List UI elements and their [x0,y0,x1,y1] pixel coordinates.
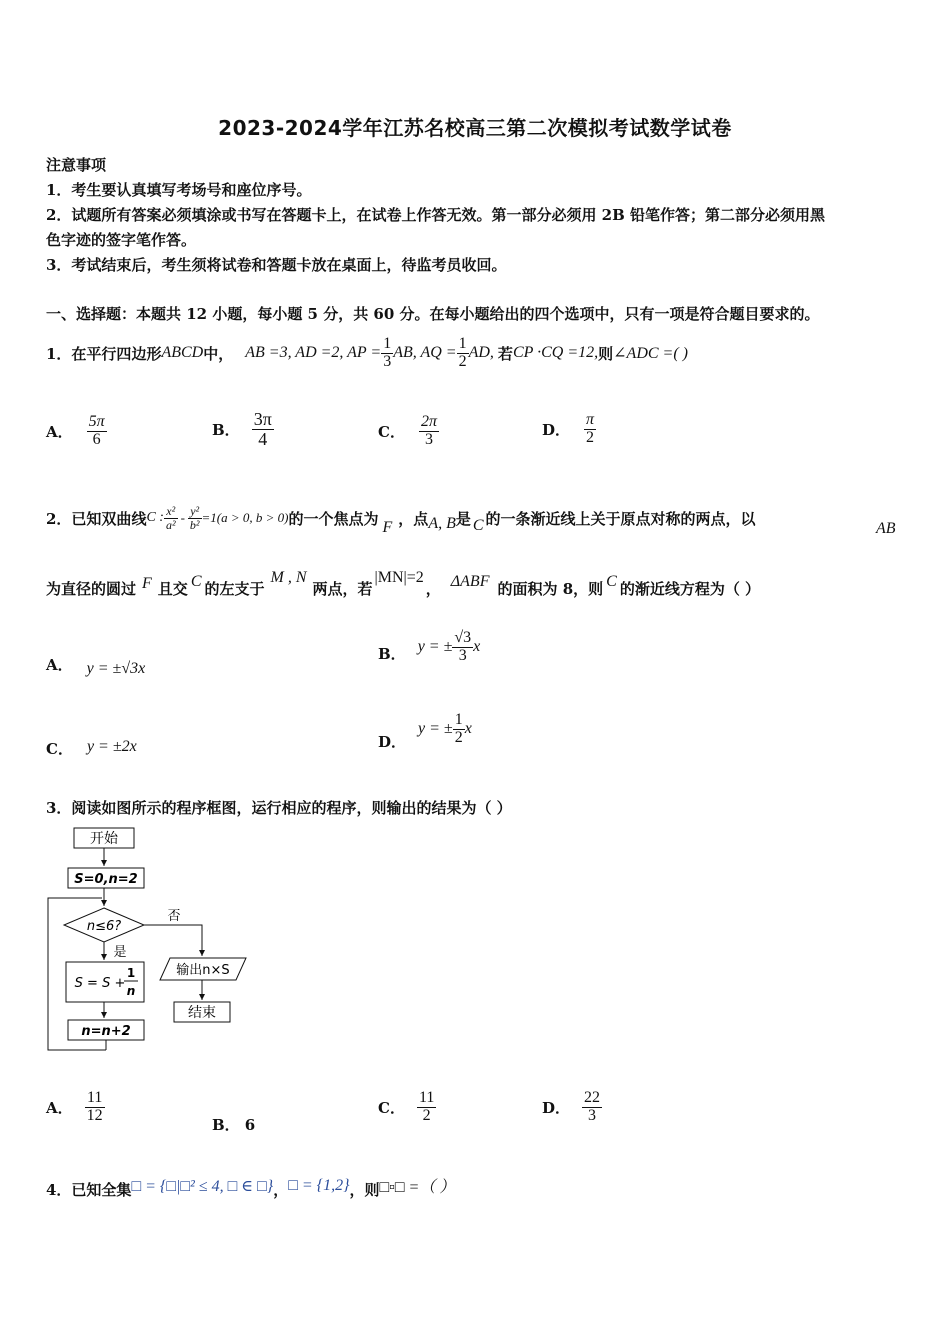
option-expression: x [473,638,481,656]
frac-numerator: 3π [253,409,272,429]
frac-denominator: a² [165,517,176,532]
frac-numerator: 1 [458,334,467,352]
page-title: 2023-2024学年江苏名校高三第二次模拟考试数学试卷 [218,116,732,140]
q2-option-a [46,654,145,675]
q4-ask: □▫□ =（ ） [379,1179,456,1196]
q2-text: 的一个焦点为 [288,509,379,528]
frac-denominator: 6 [92,430,101,448]
flow-update-num: 1 [126,966,136,980]
frac-denominator: 4 [258,428,268,449]
q4-prefix: 4．已知全集 [46,1181,132,1199]
frac-denominator: b² [189,517,200,532]
option-expression: y = ± [417,638,453,656]
frac-numerator: 22 [584,1089,601,1106]
flow-no-arrow [144,925,202,956]
flow-output-label: 输出n×S [176,963,230,978]
question-1-stem [46,328,688,378]
q1-option-a [46,414,107,449]
frac-numerator: 1 [454,711,463,728]
q1-option-d [542,412,596,447]
frac-numerator: 11 [418,1089,435,1106]
q2-text: 为直径的圆过 [46,579,137,598]
q3-option-c [378,1090,436,1125]
frac-numerator: x² [164,505,178,519]
flowchart-diagram [40,822,260,1062]
frac-numerator: 11 [85,1090,105,1108]
notice-item: 1．考生要认真填写考场号和座位序号。 [46,181,312,199]
option-label: D． [542,1098,571,1117]
option-label: A． [46,1098,73,1117]
frac-numerator: √3 [454,629,472,646]
option-expression: y = ± [418,720,453,738]
frac-denominator: 3 [424,430,433,448]
q2-curve: C [472,517,484,534]
flow-start-label: 开始 [90,831,118,847]
q1-cond-pre: 若 [497,344,513,363]
q2-text: 的左支于 [204,579,265,598]
question-4-stem [46,1178,455,1201]
option-label: A． [46,656,73,674]
option-expression: y = ±2x [86,737,137,755]
q2-minus: - [180,510,185,525]
frac-denominator: 12 [86,1106,103,1124]
q2-curve: C [190,573,202,590]
frac-denominator: 2 [586,428,595,446]
q4-set-a: □ = {1,2} [288,1176,350,1194]
q2-option-d [378,711,472,751]
flow-condition-label: n≤6? [86,919,122,934]
q2-text: ，点 [398,509,429,528]
flow-update-den: n [126,984,136,998]
flow-end-label: 结束 [188,1005,216,1021]
q1-given-a: AB =3, AD =2, AP = [245,344,382,361]
q1-ask-pre: 则 [598,344,614,363]
frac-numerator: 1 [383,334,392,352]
q2-focus: F [382,519,393,536]
q2-option-b [378,630,480,665]
frac-denominator: 2 [422,1106,431,1124]
q1-option-b [212,410,274,449]
frac-denominator: 3 [458,646,467,664]
q1-given-b: AB, AQ = [393,344,457,361]
q2-condition: =1(a > 0, b > 0) [201,510,289,525]
option-label: D． [542,420,571,439]
flow-inc-label: n=n+2 [81,1024,131,1039]
frac-numerator: π [586,411,595,428]
q2-text: 且交 [157,579,188,598]
option-label: C． [378,422,405,441]
q2-text: ， [425,579,441,598]
q2-curve: C [606,573,617,590]
option-label: A． [46,422,73,441]
flow-yes-label: 是 [113,945,127,960]
frac-denominator: 3 [383,352,392,370]
q2-points: A, B [428,515,456,532]
q2-text: 的一条渐近线上关于原点对称的两点，以 [485,509,756,528]
q2-text: 两点，若 [312,579,373,598]
option-label: B． [378,644,406,663]
q2-text: 的渐近线方程为（ ） [619,579,761,598]
flow-update-label: S = S + [74,976,126,991]
q3-option-d [542,1090,602,1125]
frac-denominator: 3 [588,1106,597,1124]
flow-no-label: 否 [167,909,181,924]
option-label: B． [212,1116,240,1134]
question-3-stem: 3．阅读如图所示的程序框图，运行相应的程序，则输出的结果为（ ） [46,799,512,817]
q4-universal-set: □ = {□|□² ≤ 4, □ ∈ □} [131,1177,274,1195]
q2-segment: AB [876,520,896,537]
flow-init-label: S=0,n=2 [74,872,138,887]
option-expression: x [464,720,472,738]
q2-points: M , N [270,569,307,586]
q1-frac-ap [381,336,393,371]
q2-option-c [46,736,137,757]
option-value: 6 [244,1116,256,1134]
q1-prefix: 1．在平行四边形 [46,344,162,363]
q2-triangle: ΔABF [450,573,490,590]
q3-option-b [212,1114,255,1135]
frac-denominator: 2 [458,352,467,370]
q1-frac-aq [457,336,469,371]
q2-length: |MN|=2 [374,569,424,586]
q4-text: ，则 [349,1181,380,1199]
notice-heading: 注意事项 [46,156,107,174]
q2-text: 的面积为 8，则 [497,579,604,598]
notice-item: 2．试题所有答案必须填涂或书写在答题卡上，在试卷上作答无效。第一部分必须用 2B 铅笔作答；第二部分必须用黑 [46,206,826,224]
q1-option-c [378,414,439,449]
notice-item: 3．考试结束后，考生须将试卷和答题卡放在桌面上，待监考员收回。 [46,256,507,274]
q1-mid: 中， [203,344,234,363]
q2-curve-name: C : [146,510,164,525]
option-expression: y = ±√3x [86,659,146,677]
q2-text: 是 [455,509,471,528]
frac-numerator: 5π [88,413,105,430]
option-label: C． [46,740,73,758]
option-label: C． [378,1098,405,1117]
notice-item: 色字迹的签字笔作答。 [46,231,197,249]
q1-shape: ABCD [161,344,204,361]
q1-ask: ∠ADC =( ) [613,345,688,362]
section-heading: 一、选择题：本题共 12 小题，每小题 5 分，共 60 分。在每小题给出的四个选项中，只有一项是符合题目要求的。 [46,305,820,323]
q2-prefix: 2．已知双曲线 [46,509,147,528]
q3-option-a [46,1090,105,1125]
option-label: B． [212,420,240,439]
frac-numerator: y² [188,505,202,519]
frac-denominator: 2 [454,728,463,746]
question-2-line-2 [46,566,760,610]
q2-focus: F [142,575,152,592]
q1-given-c: AD, [468,344,494,361]
option-label: D． [378,732,407,751]
frac-numerator: 2π [420,413,437,430]
q1-cond: CP ·CQ =12, [512,344,599,361]
question-2-line-1 [46,496,756,540]
q4-text: ， [273,1181,289,1199]
